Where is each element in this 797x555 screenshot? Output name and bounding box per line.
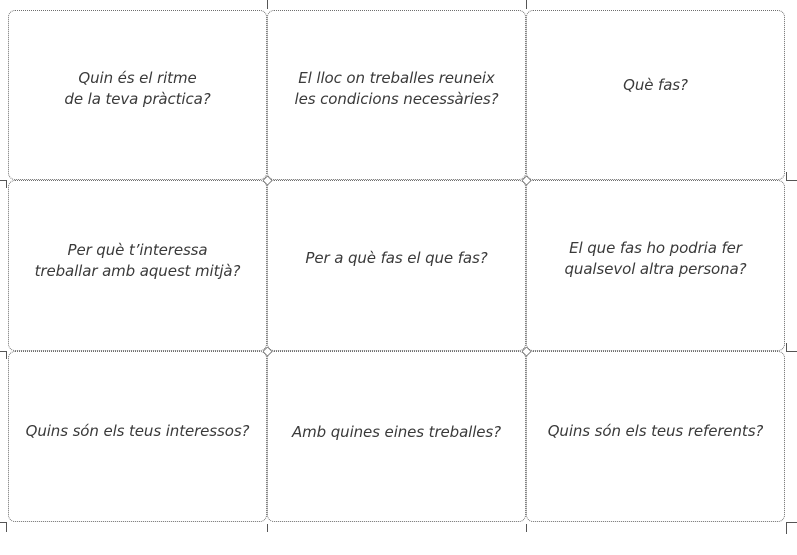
card-question: Quin és el ritme de la teva pràctica? [64,69,211,108]
junction-mark [522,176,531,185]
question-card-7 [8,351,267,522]
question-card-9 [526,351,785,522]
card-question: Què fas? [623,75,688,94]
question-card-1 [8,10,267,180]
question-card-2 [267,10,526,180]
crop-mark [786,343,787,351]
crop-mark [526,0,527,9]
crop-mark [786,172,787,180]
question-card-4 [8,180,267,351]
crop-mark [786,351,797,352]
crop-mark [267,524,268,532]
junction-mark [522,347,531,356]
question-card-3 [526,10,785,180]
card-question: El lloc on treballes reuneix les condicions necessàries? [294,69,499,108]
crop-mark [6,522,7,532]
crop-mark [786,180,797,181]
crop-mark [526,524,527,532]
crop-mark [786,522,787,534]
junction-mark [263,347,272,356]
crop-mark [267,0,268,9]
crop-mark [6,180,7,188]
question-card-5 [267,180,526,351]
card-question: El que fas ho podria fer qualsevol altra persona? [564,238,747,278]
junction-mark [263,176,272,185]
card-question: Quins són els teus referents? [547,422,764,440]
card-question: Quins són els teus interessos? [25,422,250,440]
card-question: Per què t’interessa treballar amb aquest mitjà? [34,240,241,280]
card-question: Per a què fas el que fas? [305,249,488,267]
question-card-6 [526,180,785,351]
crop-mark [786,522,797,523]
question-card-8 [267,351,526,522]
crop-mark [6,351,7,359]
card-question: Amb quines eines treballes? [291,423,502,441]
